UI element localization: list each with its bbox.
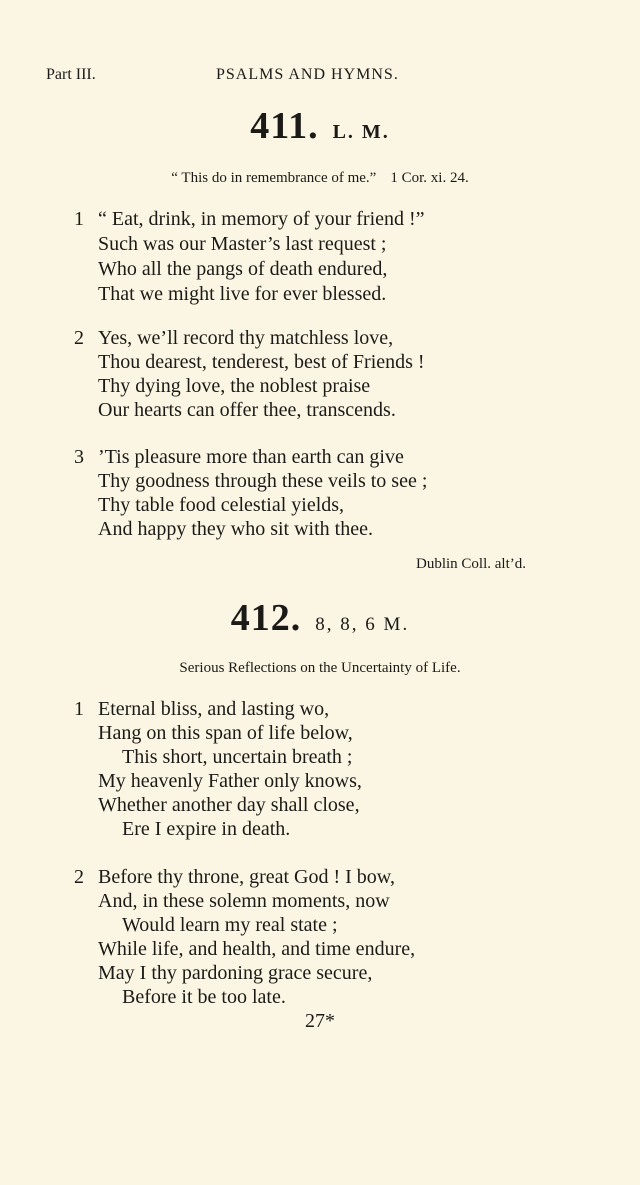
verse-line: Before thy throne, great God ! I bow, (98, 866, 395, 888)
verse-line: Eternal bliss, and lasting wo, (98, 698, 330, 720)
verse-line: Thou dearest, tenderest, best of Friends ! (98, 351, 425, 373)
epigraph-reference: 1 Cor. xi. 24. (390, 170, 469, 186)
hymn-meter: 8, 8, 6 M. (315, 614, 410, 635)
stanza-number: 2 (74, 866, 84, 888)
hymn-number: 412. (230, 597, 302, 639)
stanza-number: 2 (74, 327, 84, 349)
verse-line: Whether another day shall close, (98, 794, 360, 816)
verse-line: Our hearts can offer thee, transcends. (98, 399, 396, 421)
verse-line: Thy dying love, the noblest praise (98, 375, 371, 397)
hymn-number: 411. (250, 105, 319, 147)
signature-mark: 27* (305, 1010, 335, 1032)
verse-line: And, in these solemn moments, now (98, 890, 390, 912)
verse-line: And happy they who sit with thee. (98, 518, 373, 540)
verse-line: Would learn my real state ; (122, 914, 338, 936)
verse-line: May I thy pardoning grace secure, (98, 962, 373, 984)
running-title: PSALMS AND HYMNS. (216, 66, 399, 83)
hymn-meter: L. M. (332, 121, 390, 143)
epigraph-text: “ This do in remembrance of me.” (171, 170, 377, 186)
part-label: Part III. (46, 66, 96, 83)
verse-line: Before it be too late. (122, 986, 286, 1008)
verse-line: That we might live for ever blessed. (98, 283, 387, 305)
running-header (46, 66, 430, 88)
hymn-heading-412 (0, 596, 640, 640)
verse-line: Thy table food celestial yields, (98, 494, 345, 516)
stanza-number: 1 (74, 698, 84, 720)
stanza-number: 1 (74, 208, 84, 230)
verse-line: Yes, we’ll record thy matchless love, (98, 327, 394, 349)
verse-line: While life, and health, and time endure, (98, 938, 416, 960)
hymn-subtitle: Serious Reflections on the Uncertainty of Life. (179, 660, 461, 676)
hymn-attribution: Dublin Coll. alt’d. (416, 556, 526, 572)
verse-line: “ Eat, drink, in memory of your friend !” (98, 208, 425, 230)
verse-line: Thy goodness through these veils to see ; (98, 470, 428, 492)
stanza-number: 3 (74, 446, 84, 468)
verse-line: My heavenly Father only knows, (98, 770, 362, 792)
hymn-epigraph (0, 170, 640, 187)
verse-line: Ere I expire in death. (122, 818, 291, 840)
verse-line: Hang on this span of life below, (98, 722, 353, 744)
verse-line: Who all the pangs of death endured, (98, 258, 388, 280)
verse-line: ’Tis pleasure more than earth can give (98, 446, 404, 468)
verse-line: This short, uncertain breath ; (122, 746, 353, 768)
hymn-heading-411 (0, 104, 640, 148)
verse-line: Such was our Master’s last request ; (98, 233, 387, 255)
